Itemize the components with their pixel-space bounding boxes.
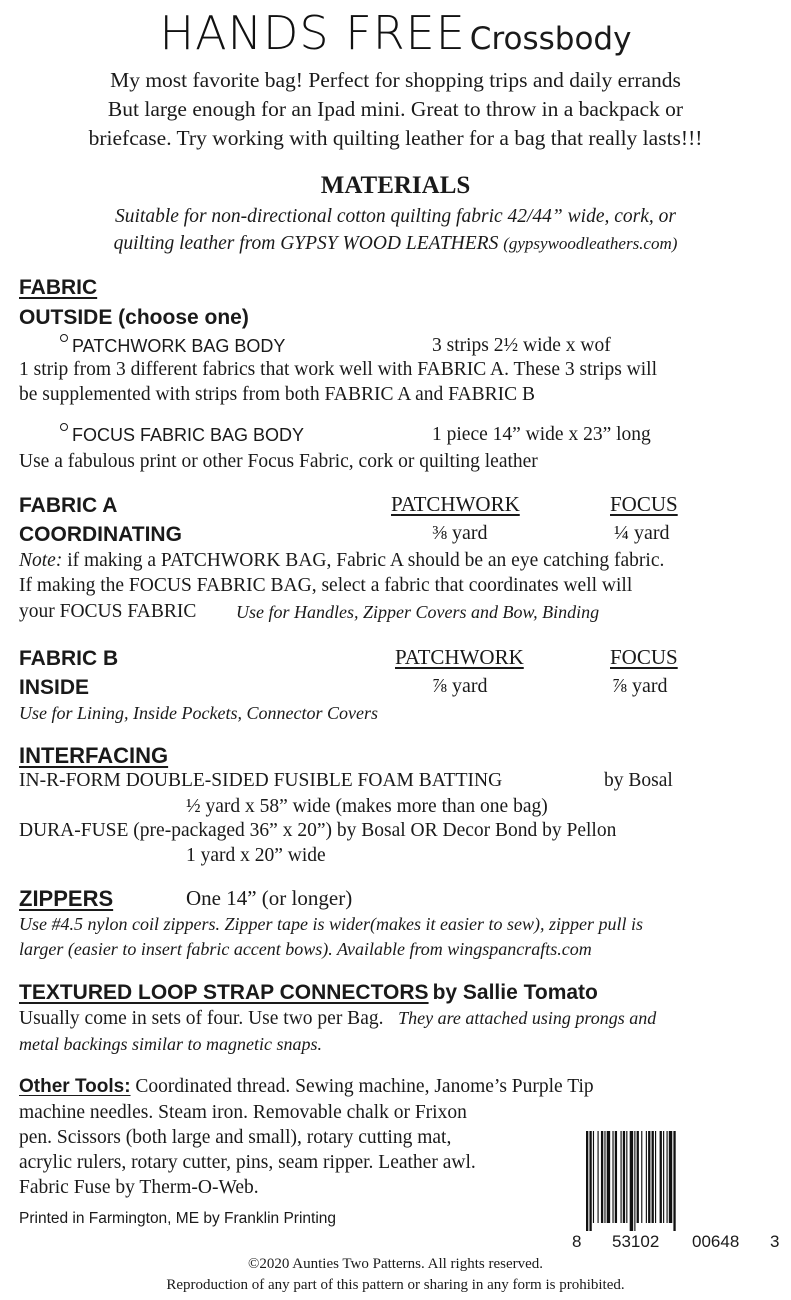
barcode-bar [641, 1131, 642, 1223]
zippers-note-1: Use #4.5 nylon coil zippers. Zipper tape is wider(makes it easier to sew), zipper pull is [19, 914, 643, 934]
fabric-a-qty-patchwork: ⅜ yard [432, 522, 488, 544]
fabric-a-col-patchwork: PATCHWORK [391, 492, 520, 516]
barcode-bar [626, 1131, 627, 1223]
interfacing-item-1: IN-R-FORM DOUBLE-SIDED FUSIBLE FOAM BATTING [19, 770, 503, 791]
materials-note-2-text: quilting leather from GYPSY WOOD LEATHERS [113, 233, 499, 254]
patchwork-desc-2: be supplemented with strips from both FABRIC A and FABRIC B [19, 384, 536, 405]
patchwork-desc-1: 1 strip from 3 different fabrics that work well with FABRIC A. These 3 strips will [19, 359, 658, 380]
fabric-b-heading: FABRIC B [19, 647, 119, 670]
zippers-heading: ZIPPERS [19, 886, 114, 911]
connectors-desc-text: Usually come in sets of four. Use two per Bag. [19, 1008, 384, 1029]
title-sub: Crossbody [469, 21, 632, 57]
fabric-a-note-1-text: if making a PATCHWORK BAG, Fabric A should be an eye catching fabric. [62, 550, 665, 571]
barcode-bar [604, 1131, 605, 1223]
fabric-a-role: COORDINATING [19, 523, 182, 546]
bullet-icon [60, 423, 68, 431]
tools-line-3: pen. Scissors (both large and small), rotary cutting mat, [19, 1127, 452, 1148]
interfacing-item-1-qty: ½ yard x 58” wide (makes more than one bag) [186, 796, 548, 817]
barcode-digit-3: 00648 [692, 1232, 740, 1251]
fabric-heading: FABRIC [19, 276, 98, 299]
barcode-bar [589, 1131, 591, 1231]
barcode-bar [634, 1131, 635, 1231]
focus-label-text: FOCUS FABRIC BAG BODY [72, 425, 305, 445]
page-title [0, 6, 791, 60]
tools-line-2: machine needles. Steam iron. Removable chalk or Frixon [19, 1102, 467, 1123]
connectors-heading: TEXTURED LOOP STRAP CONNECTORS [19, 981, 429, 1004]
footer-reproduction: Reproduction of any part of this pattern or sharing in any form is prohibited. [166, 1277, 625, 1293]
fabric-a-note-2: If making the FOCUS FABRIC BAG, select a fabric that coordinates well will [19, 575, 633, 596]
fabric-a-qty-focus: ¼ yard [614, 522, 670, 544]
fabric-a-note-label: Note: [19, 550, 63, 571]
intro-line-1: My most favorite bag! Perfect for shopping trips and daily errands [110, 68, 681, 92]
barcode-bar [612, 1131, 613, 1223]
barcode-bar [673, 1131, 675, 1231]
outside-heading: OUTSIDE (choose one) [19, 306, 249, 329]
fabric-b-qty-patchwork: ⅞ yard [432, 675, 488, 697]
fabric-b-use: Use for Lining, Inside Pockets, Connector Covers [19, 703, 378, 723]
materials-note-1: Suitable for non-directional cotton quilting fabric 42/44” wide, cork, or [115, 206, 676, 227]
intro-line-2: But large enough for an Ipad mini. Great to throw in a backpack or [107, 97, 684, 121]
patchwork-qty: 3 strips 2½ wide x wof [432, 335, 611, 356]
fabric-a-note-3: your FOCUS FABRIC [19, 601, 197, 622]
barcode-bar [607, 1131, 610, 1223]
barcode-bar [601, 1131, 603, 1223]
tools-line-1-text: Coordinated thread. Sewing machine, Janome’s Purple Tip [130, 1076, 594, 1097]
materials-url: (gypsywoodleathers.com) [503, 234, 678, 253]
tools-heading: Other Tools: [19, 1076, 131, 1097]
barcode-bar [648, 1131, 650, 1223]
barcode-bar [655, 1131, 656, 1223]
fabric-b-role: INSIDE [19, 676, 90, 699]
barcode-digit-1: 8 [572, 1232, 582, 1251]
zippers-note-2: larger (easier to insert fabric accent bows). Available from wingspancrafts.com [19, 939, 592, 959]
title-main: HANDS FREE [159, 6, 466, 60]
barcode-bar [623, 1131, 625, 1223]
fabric-a-heading: FABRIC A [19, 494, 118, 517]
fabric-a-col-focus: FOCUS [610, 492, 678, 516]
materials-note-2 [0, 233, 791, 255]
barcode-bar [621, 1131, 622, 1223]
barcode-bar [667, 1131, 668, 1223]
barcode-bar [593, 1131, 594, 1223]
printed-info: Printed in Farmington, ME by Franklin Printing [19, 1210, 337, 1227]
fabric-a-note-1 [19, 550, 664, 572]
barcode-bar [652, 1131, 654, 1223]
barcode-digit-4: 3 [770, 1232, 780, 1251]
barcode-bar [660, 1131, 662, 1223]
barcode-bar [646, 1131, 647, 1223]
bullet-icon [60, 334, 68, 342]
interfacing-item-2-qty: 1 yard x 20” wide [186, 845, 326, 866]
connectors-by: by Sallie Tomato [432, 981, 598, 1004]
connectors-desc [19, 1008, 656, 1030]
interfacing-item-1-by: by Bosal [604, 770, 673, 791]
patchwork-label [60, 336, 285, 357]
barcode-digit-2: 53102 [612, 1232, 660, 1251]
focus-desc: Use a fabulous print or other Focus Fabric, cork or quilting leather [19, 451, 538, 472]
fabric-b-col-patchwork: PATCHWORK [395, 645, 524, 669]
fabric-a-use: Use for Handles, Zipper Covers and Bow, Binding [236, 602, 600, 622]
intro-line-3: briefcase. Try working with quilting leather for a bag that really lasts!!! [88, 126, 703, 150]
patchwork-label-text: PATCHWORK BAG BODY [72, 336, 286, 356]
fabric-b-col-focus: FOCUS [610, 645, 678, 669]
focus-label [60, 425, 304, 446]
barcode-bar [598, 1131, 599, 1223]
barcode-bar [663, 1131, 664, 1223]
barcode-bar [630, 1131, 633, 1231]
footer-copyright: ©2020 Aunties Two Patterns. All rights reserved. [247, 1256, 544, 1272]
tools-line-1 [19, 1076, 594, 1098]
barcode-bar [669, 1131, 672, 1223]
focus-qty: 1 piece 14” wide x 23” long [432, 424, 651, 445]
fabric-b-qty-focus: ⅞ yard [612, 675, 668, 697]
connectors-note-2: metal backings similar to magnetic snaps. [19, 1034, 322, 1054]
zippers-qty: One 14” (or longer) [186, 886, 353, 910]
tools-line-4: acrylic rulers, rotary cutter, pins, seam ripper. Leather awl. [19, 1152, 476, 1173]
barcode-bar [637, 1131, 639, 1223]
barcode-icon [586, 1131, 766, 1231]
interfacing-heading: INTERFACING [19, 743, 169, 768]
barcode-bar [615, 1131, 617, 1223]
barcode-bar [586, 1131, 588, 1231]
connectors-heading-row [19, 981, 598, 1005]
interfacing-item-2: DURA-FUSE (pre-packaged 36” x 20”) by Bosal OR Decor Bond by Pellon [19, 820, 617, 841]
tools-line-5: Fabric Fuse by Therm-O-Web. [19, 1177, 259, 1198]
materials-heading: MATERIALS [320, 172, 471, 199]
connectors-note-1: They are attached using prongs and [398, 1008, 657, 1028]
